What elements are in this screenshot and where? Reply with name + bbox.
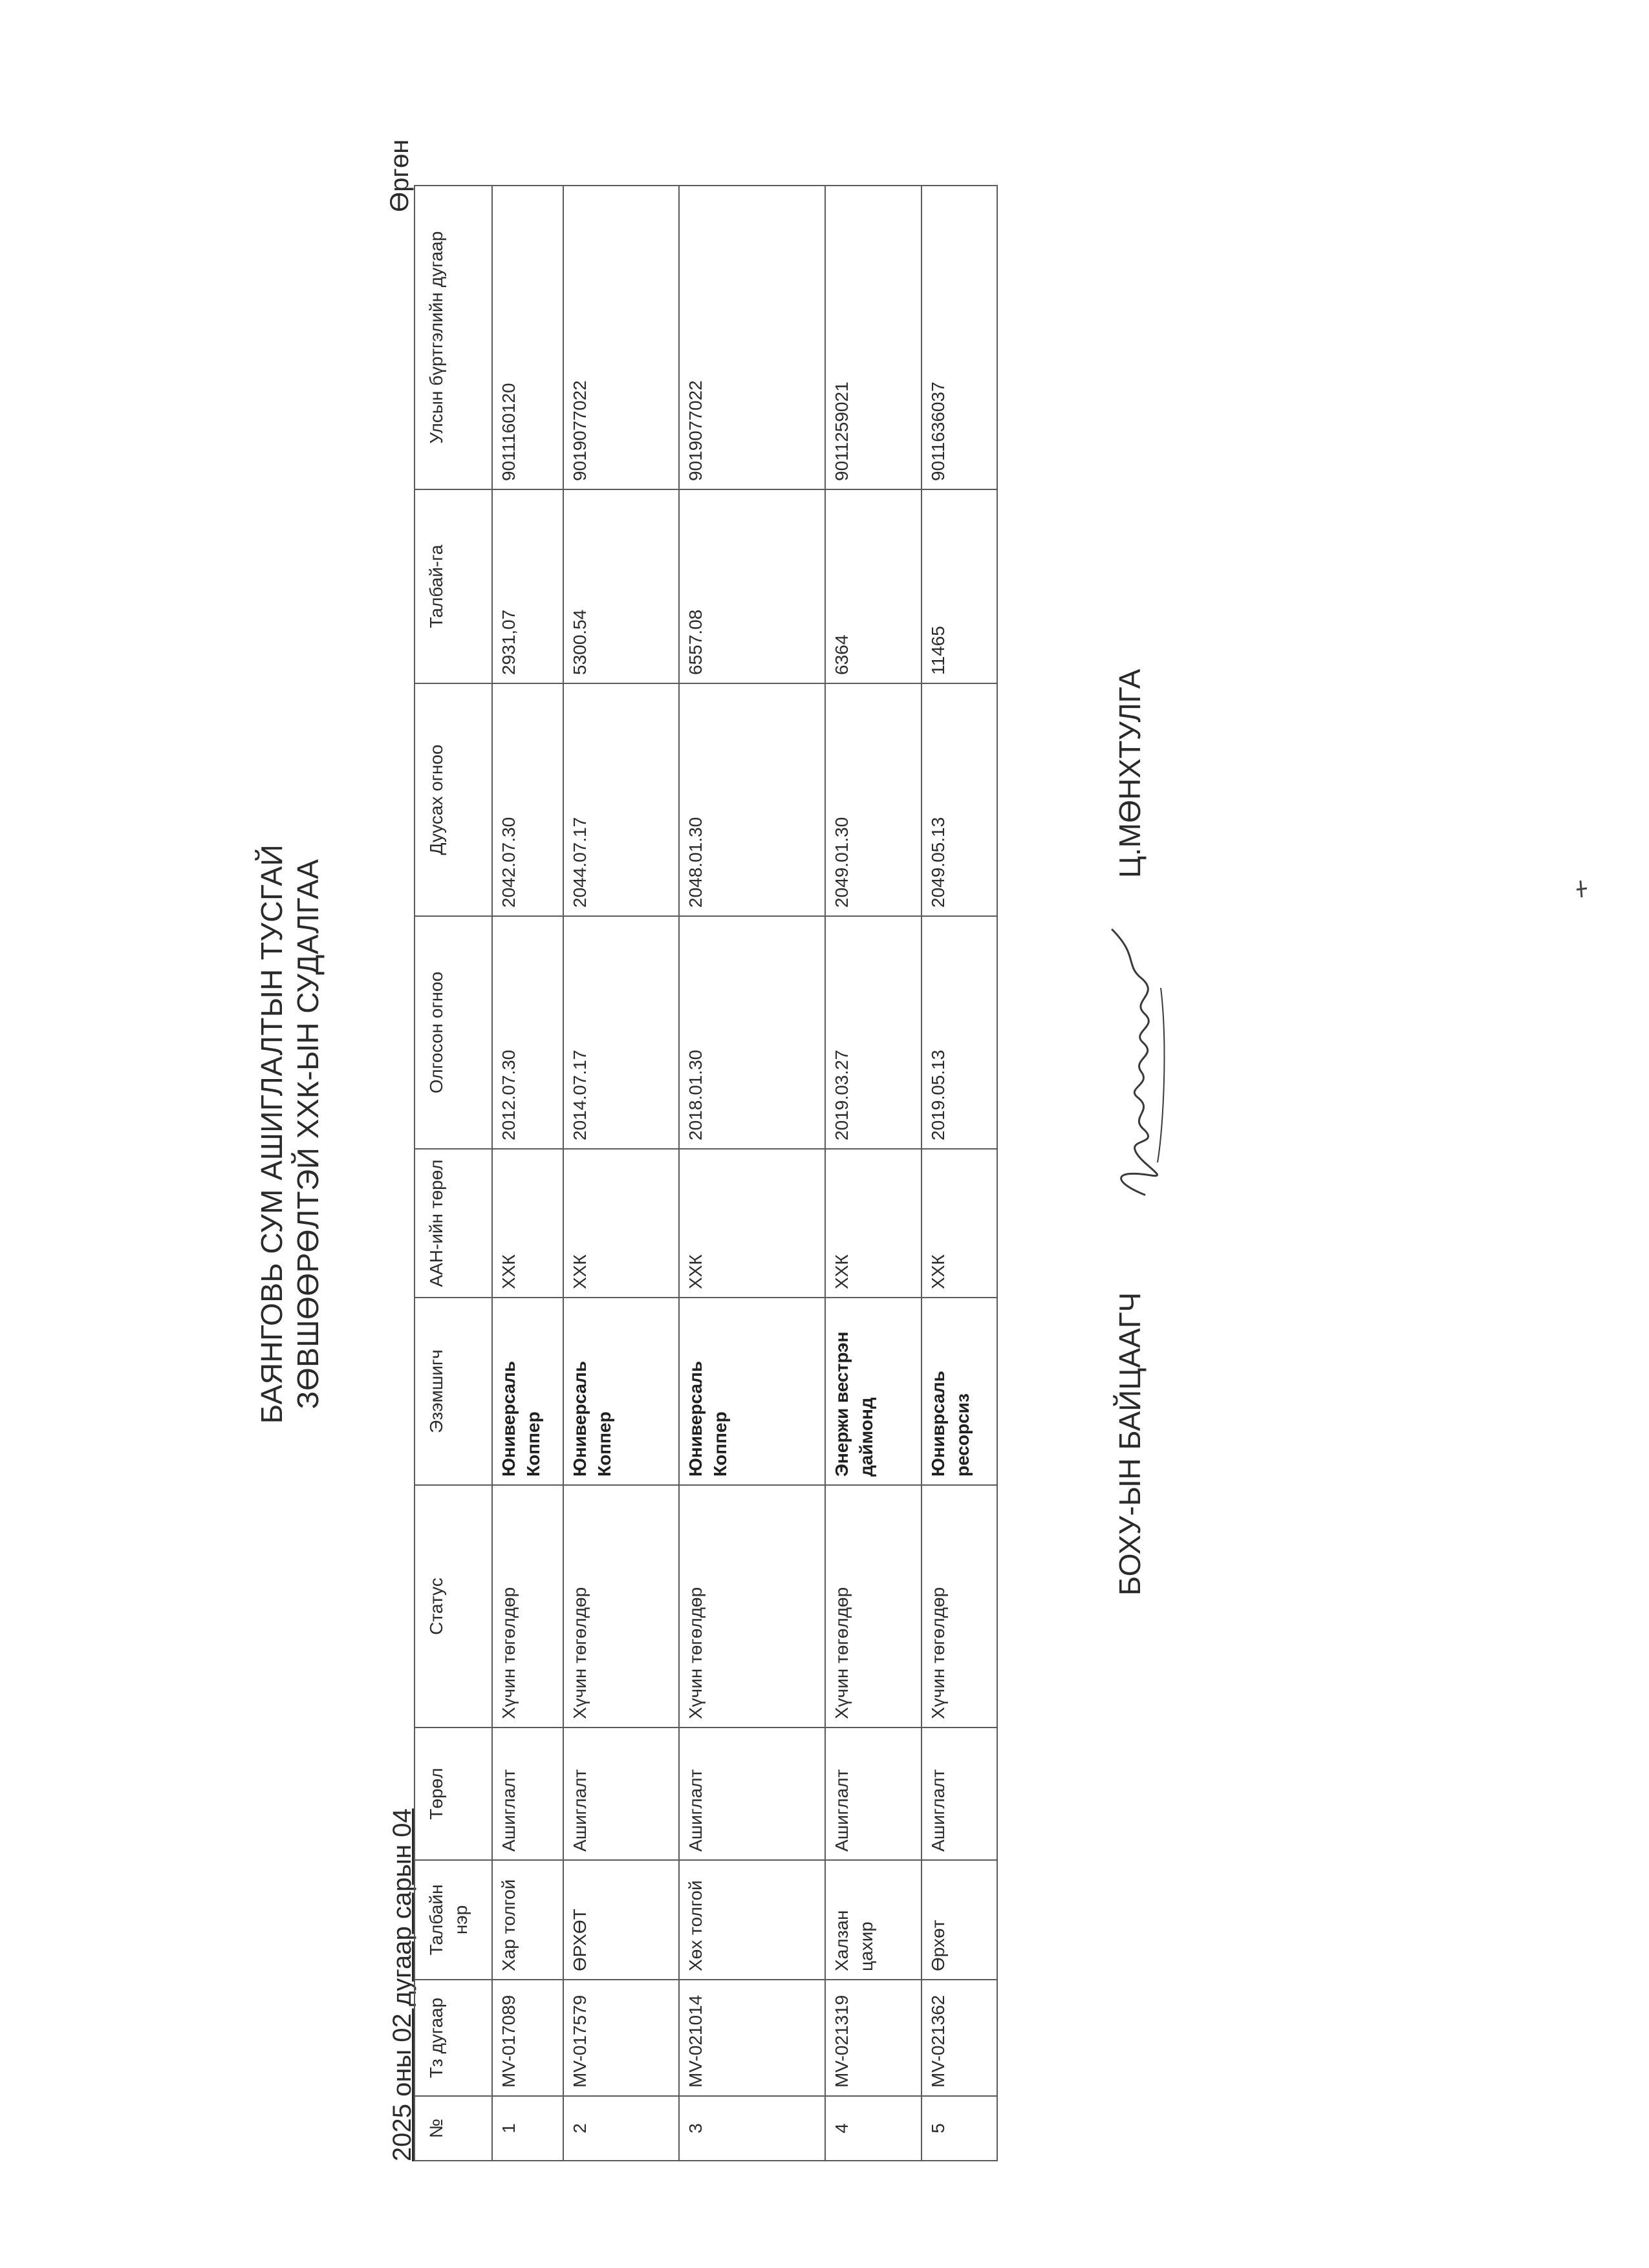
cell-expires: 2048.01.30 xyxy=(679,683,825,916)
table-row xyxy=(825,186,921,2161)
table-row xyxy=(563,186,679,2161)
cell-reg-no: 9011636037 xyxy=(921,186,997,489)
cell-license: MV-021319 xyxy=(825,1980,921,2096)
document-title-line1: БАЯНГОВЬ СУМ АШИГЛАЛТЫН ТУСГАЙ xyxy=(255,844,288,1424)
cell-holder: Энержи вестрэн даймонд xyxy=(825,1298,921,1485)
cell-issued: 2019.05.13 xyxy=(921,916,997,1149)
cell-expires: 2049.01.30 xyxy=(825,683,921,916)
cell-license: MV-021014 xyxy=(679,1980,825,2096)
cell-license: MV-017089 xyxy=(492,1980,563,2096)
cell-no: 4 xyxy=(825,2096,921,2161)
cell-type: Ашиглалт xyxy=(921,1728,997,1860)
cell-area-ha: 5300.54 xyxy=(563,489,679,683)
cell-type: Ашиглалт xyxy=(825,1728,921,1860)
cell-status: Хүчин төгөлдөр xyxy=(492,1485,563,1728)
signature-icon xyxy=(1099,917,1177,1201)
cell-area-ha: 6557.08 xyxy=(679,489,825,683)
cell-license: MV-017579 xyxy=(563,1980,679,2096)
cell-reg-no: 9011259021 xyxy=(825,186,921,489)
document-title-line2: ЗӨВШӨӨРӨЛТЭЙ ХХК-ЫН СУДАЛГАА xyxy=(291,859,325,1409)
cell-reg-no: 9011160120 xyxy=(492,186,563,489)
column-header: Талбайн нэр xyxy=(415,1860,492,1980)
column-header: Эзэмшигч xyxy=(415,1298,492,1485)
cell-expires: 2049.05.13 xyxy=(921,683,997,916)
cell-entity-type: ХХК xyxy=(679,1149,825,1298)
cell-type: Ашиглалт xyxy=(563,1728,679,1860)
cell-holder: Юниверсаль Коппер xyxy=(679,1298,825,1485)
cell-expires: 2042.07.30 xyxy=(492,683,563,916)
cell-issued: 2012.07.30 xyxy=(492,916,563,1149)
cell-status: Хүчин төгөлдөр xyxy=(825,1485,921,1728)
cell-holder: Юниврсаль ресорсиз xyxy=(921,1298,997,1485)
table-row xyxy=(921,186,997,2161)
cell-area-name: Хар толгой xyxy=(492,1860,563,1980)
stray-mark-icon xyxy=(1575,879,1588,899)
inspector-name: Ц.МӨНХТУЛГА xyxy=(1113,669,1147,878)
column-header: ААН-ийн төрөл xyxy=(415,1149,492,1298)
table-row xyxy=(679,186,825,2161)
column-header: Олгосон огноо xyxy=(415,916,492,1149)
cell-no: 5 xyxy=(921,2096,997,2161)
cell-status: Хүчин төгөлдөр xyxy=(921,1485,997,1728)
cell-type: Ашиглалт xyxy=(492,1728,563,1860)
cell-issued: 2014.07.17 xyxy=(563,916,679,1149)
cell-entity-type: ХХК xyxy=(492,1149,563,1298)
cell-issued: 2019.03.27 xyxy=(825,916,921,1149)
cell-no: 2 xyxy=(563,2096,679,2161)
cell-expires: 2044.07.17 xyxy=(563,683,679,916)
cell-entity-type: ХХК xyxy=(563,1149,679,1298)
cell-entity-type: ХХК xyxy=(921,1149,997,1298)
cell-no: 3 xyxy=(679,2096,825,2161)
cell-type: Ашиглалт xyxy=(679,1728,825,1860)
cell-holder: Юниверсаль Коппер xyxy=(492,1298,563,1485)
column-header: Дуусах огноо xyxy=(415,683,492,916)
column-header: № xyxy=(415,2096,492,2161)
column-header: Улсын бүртгэлийн дугаар xyxy=(415,186,492,489)
cell-issued: 2018.01.30 xyxy=(679,916,825,1149)
document-date: 2025 оны 02 дугаар сарын 04 xyxy=(388,1808,416,2161)
region-label: Өргөн xyxy=(385,139,414,212)
cell-entity-type: ХХК xyxy=(825,1149,921,1298)
inspector-role: БОХУ-ЫН БАЙЦААГЧ xyxy=(1113,1292,1147,1596)
cell-area-name: Халзан цахир xyxy=(825,1860,921,1980)
cell-area-name: Хөх толгой xyxy=(679,1860,825,1980)
cell-status: Хүчин төгөлдөр xyxy=(679,1485,825,1728)
license-table xyxy=(414,185,998,2161)
column-header: Статус xyxy=(415,1485,492,1728)
column-header: Талбай-га xyxy=(415,489,492,683)
cell-license: MV-021362 xyxy=(921,1980,997,2096)
cell-area-name: ӨРХӨТ xyxy=(563,1860,679,1980)
cell-status: Хүчин төгөлдөр xyxy=(563,1485,679,1728)
cell-no: 1 xyxy=(492,2096,563,2161)
cell-area-name: Өрхөт xyxy=(921,1860,997,1980)
column-header: Төрөл xyxy=(415,1728,492,1860)
cell-holder: Юниверсаль Коппер xyxy=(563,1298,679,1485)
cell-reg-no: 9019077022 xyxy=(679,186,825,489)
cell-area-ha: 11465 xyxy=(921,489,997,683)
cell-area-ha: 6364 xyxy=(825,489,921,683)
cell-reg-no: 9019077022 xyxy=(563,186,679,489)
cell-area-ha: 2931,07 xyxy=(492,489,563,683)
table-header-row xyxy=(415,186,492,2161)
table-row xyxy=(492,186,563,2161)
column-header: Тз дугаар xyxy=(415,1980,492,2096)
